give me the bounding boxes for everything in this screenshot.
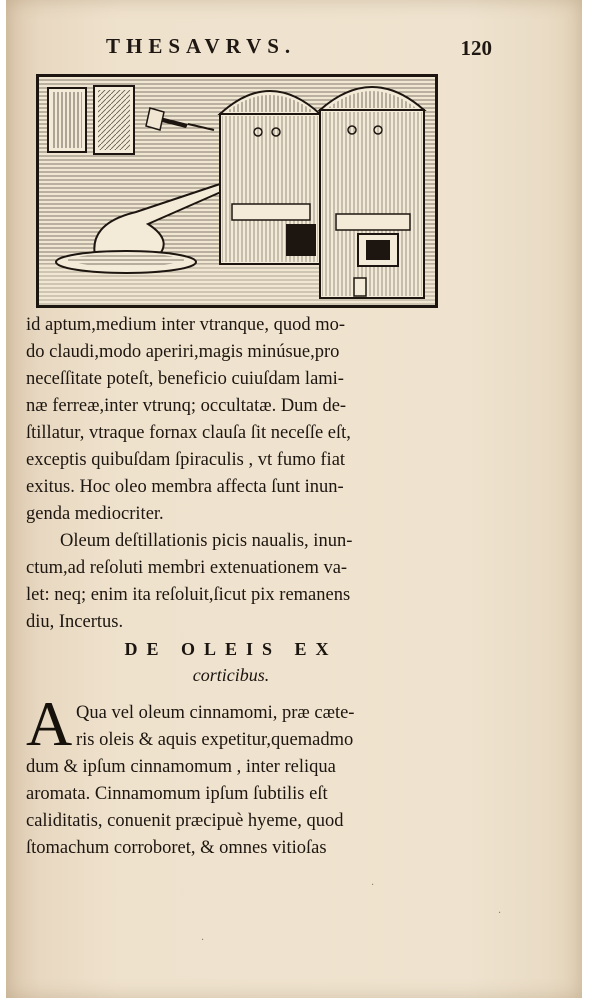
paper-speck: · (371, 880, 375, 891)
paper-speck: · (201, 935, 205, 946)
text-line: neceſſitate poteſt, beneficio cuiuſdam lami- (26, 369, 344, 389)
text-line: diu, Incertus. (26, 612, 124, 632)
text-line: ris oleis & aquis expetitur,quemadmo (76, 730, 354, 750)
text-line: dum & ipſum cinnamomum , inter reliqua (26, 757, 336, 777)
text-line: ſtomachum corroboret, & omnes vitioſas (26, 838, 327, 858)
paper-speck: · (498, 908, 502, 919)
text-line: let: neq; enim ita reſoluit,ſicut pix remanens (26, 585, 351, 605)
section-heading (106, 636, 356, 688)
text-line: næ ferreæ,inter vtrunq; occultatæ. Dum de- (26, 396, 347, 416)
text-line: Qua vel oleum cinnamomi, præ cæte- (76, 703, 355, 723)
paragraph-cinnamon (26, 688, 446, 862)
text-line: Oleum deſtillationis picis naualis, inun- (60, 531, 353, 551)
text-line: exceptis quibuſdam ſpiraculis , vt fumo fiat (26, 450, 346, 470)
text-line: ſtillatur, vtraque fornax clauſa ſit neceſſe eſt, (26, 423, 351, 443)
book-page (6, 0, 582, 998)
running-title: THESAVRVS. (106, 34, 297, 58)
drop-cap: A (26, 688, 73, 759)
page-number: 120 (460, 36, 492, 60)
section-subtitle: corticibus. (192, 665, 270, 685)
page-header (86, 34, 492, 64)
text-line: caliditatis, conuenit præcipuè hyeme, quod (26, 811, 344, 831)
text-line: aromata. Cinnamomum ipſum ſubtilis eſt (26, 784, 328, 804)
text-line: exitus. Hoc oleo membra affecta ſunt inun- (26, 477, 344, 497)
paragraph-distillation (26, 312, 446, 636)
text-line: id aptum,medium inter vtranque, quod mo- (26, 315, 346, 335)
section-title: DE OLEIS EX (124, 639, 338, 659)
text-line: genda mediocriter. (26, 504, 164, 524)
distillation-woodcut-illustration (36, 74, 438, 308)
text-line: ctum,ad reſoluti membri extenuationem va- (26, 558, 348, 578)
text-line: do claudi,modo aperiri,magis minúsue,pro (26, 342, 340, 362)
